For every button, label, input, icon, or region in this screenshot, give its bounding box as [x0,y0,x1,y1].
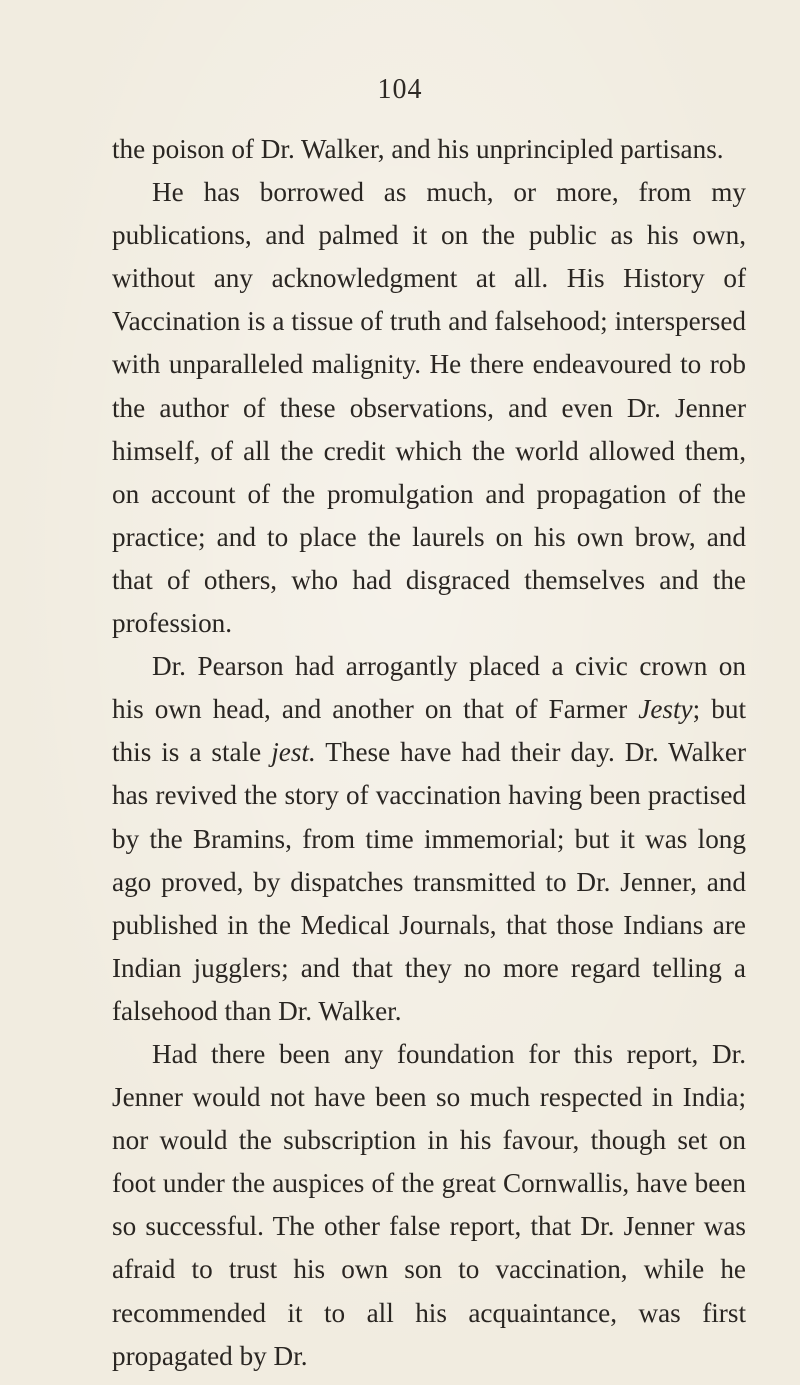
paragraph-pearson-civic-crown [112,645,746,1033]
paragraph-history-of-vaccination: He has borrowed as much, or more, from my publications, and palmed it on the public as his own, without any acknowledgment at all. His History of Vaccination is a tissue of truth and falsehood; interspersed with unparalleled malignity. He there endeavoured to rob the author of these observations, and even Dr. Jenner himself, of all the credit which the world allowed them, on account of the promulgation and propagation of the practice; and to place the laurels on his own brow, and that of others, who had disgraced themselves and the profession. [112,177,746,639]
pearson-text-middle: ; but this is a stale [112,694,746,768]
pearson-text-start: Dr. Pearson had arrogantly placed a civic crown on his own head, and another on that of Farmer [112,651,746,725]
paragraph-continuation: the poison of Dr. Walker, and his unprincipled partisans. [112,134,724,164]
paragraph-foundation-report: Had there been any foundation for this report, Dr. Jenner would not have been so much respected in India; nor would the subscription in his favour, though set on foot under the auspices of the great Cornwallis, have been so successful. The other false report, that Dr. Jenner was afraid to trust his own son to vaccination, while he recommended it to all his acquaintance, was first propagated by Dr. [112,1038,746,1371]
page-number: 104 [377,74,423,105]
body-text [112,128,746,1378]
pearson-text-end: These have had their day. Dr. Walker has revived the story of vaccination having been practised by the Bramins, from time immemorial; but it was long ago proved, by dispatches transmitted to Dr. Jenner, and published in the Medical Journals, that those Indians are Indian jugglers; and that they no more regard telling a falsehood than Dr. Walker. [112,737,746,1026]
italic-jesty: Jesty [638,694,693,725]
italic-jest: jest. [271,737,316,768]
